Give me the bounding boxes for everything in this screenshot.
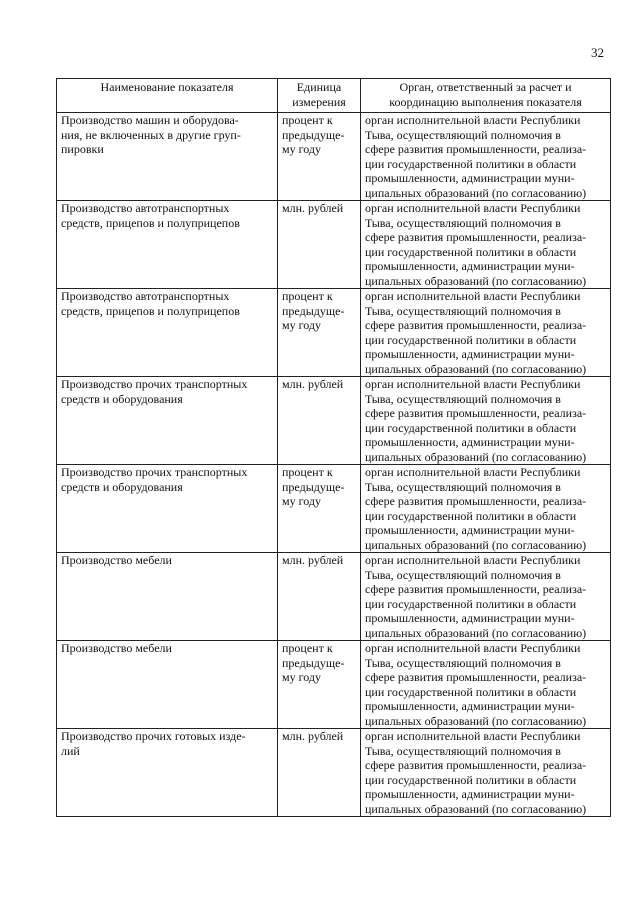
cell-text-line: Наименование показателя — [100, 80, 234, 94]
cell-text-line: Производство мебели — [61, 553, 172, 567]
cell-text-line: пировки — [61, 142, 104, 156]
cell-text-line: средств и оборудования — [61, 479, 183, 494]
cell-text-line: ципальных образований (по согласованию) — [365, 537, 587, 552]
cell-text-line: промышленности, администрации муни- — [365, 523, 575, 537]
cell-text-line: Производство прочих готовых изде- — [61, 729, 246, 743]
cell-text-line: орган исполнительной власти Республики — [365, 641, 581, 655]
cell-text-line: сфере развития промышленности, реализа- — [365, 670, 587, 684]
cell-text-line: ципальных образований (по согласованию) — [365, 361, 587, 376]
cell-text-line: Тыва, осуществляющий полномочия в — [365, 743, 561, 758]
cell-text-line: Тыва, осуществляющий полномочия в — [365, 127, 561, 142]
responsible-organ-cell — [361, 377, 611, 465]
cell-text-line: Производство автотранспортных — [61, 201, 230, 215]
cell-text-line: предыдуще- — [282, 655, 345, 670]
table-header-row — [57, 79, 611, 113]
table-row — [57, 729, 611, 817]
page-number: 32 — [591, 45, 604, 60]
responsible-organ-cell — [361, 729, 611, 817]
unit-cell — [278, 553, 361, 641]
cell-text-line: сфере развития промышленности, реализа- — [365, 230, 587, 244]
cell-text-line: средств, прицепов и полуприцепов — [61, 303, 240, 318]
cell-text-line: сфере развития промышленности, реализа- — [365, 758, 587, 772]
cell-text-line: орган исполнительной власти Республики — [365, 377, 581, 391]
cell-text-line: ципальных образований (по согласованию) — [365, 801, 587, 816]
indicator-name-cell — [57, 201, 278, 289]
responsible-organ-cell — [361, 641, 611, 729]
cell-text-line: сфере развития промышленности, реализа- — [365, 142, 587, 156]
indicator-name-cell — [57, 553, 278, 641]
cell-text-line: орган исполнительной власти Республики — [365, 465, 581, 479]
cell-text-line: млн. рублей — [282, 553, 344, 567]
cell-text-line: млн. рублей — [282, 377, 344, 391]
header-unit — [278, 79, 361, 113]
table-row — [57, 641, 611, 729]
cell-text-line: предыдуще- — [282, 479, 345, 494]
cell-text-line: ципальных образований (по согласованию) — [365, 449, 587, 464]
cell-text-line: Орган, ответственный за расчет и — [399, 80, 572, 94]
indicator-name-cell — [57, 113, 278, 201]
cell-text-line: му году — [282, 318, 321, 332]
cell-text-line: Производство мебели — [61, 641, 172, 655]
cell-text-line: Производство машин и оборудова- — [61, 113, 239, 127]
responsible-organ-cell — [361, 553, 611, 641]
cell-text-line: млн. рублей — [282, 729, 344, 743]
cell-text-line: Тыва, осуществляющий полномочия в — [365, 479, 561, 494]
cell-text-line: ции государственной политики в области — [365, 332, 577, 347]
cell-text-line: процент к — [282, 465, 333, 479]
responsible-organ-cell — [361, 113, 611, 201]
header-responsible-organ — [361, 79, 611, 113]
cell-text-line: ции государственной политики в области — [365, 772, 577, 787]
cell-text-line: ции государственной политики в области — [365, 596, 577, 611]
cell-text-line: измерения — [292, 94, 346, 109]
cell-text-line: Тыва, осуществляющий полномочия в — [365, 567, 561, 582]
table-row — [57, 465, 611, 553]
table-row — [57, 553, 611, 641]
responsible-organ-cell — [361, 201, 611, 289]
cell-text-line: процент к — [282, 289, 333, 303]
unit-cell — [278, 201, 361, 289]
cell-text-line: ния, не включенных в другие груп- — [61, 127, 241, 142]
cell-text-line: ции государственной политики в области — [365, 684, 577, 699]
unit-cell — [278, 465, 361, 553]
indicator-name-cell — [57, 465, 278, 553]
table-row — [57, 377, 611, 465]
unit-cell — [278, 113, 361, 201]
responsible-organ-cell — [361, 289, 611, 377]
cell-text-line: ции государственной политики в области — [365, 156, 577, 171]
responsible-organ-cell — [361, 465, 611, 553]
indicator-name-cell — [57, 377, 278, 465]
header-indicator-name — [57, 79, 278, 113]
cell-text-line: млн. рублей — [282, 201, 344, 215]
cell-text-line: координацию выполнения показателя — [389, 94, 582, 109]
unit-cell — [278, 729, 361, 817]
cell-text-line: Тыва, осуществляющий полномочия в — [365, 215, 561, 230]
cell-text-line: ципальных образований (по согласованию) — [365, 713, 587, 728]
cell-text-line: му году — [282, 142, 321, 156]
cell-text-line: промышленности, администрации муни- — [365, 435, 575, 449]
cell-text-line: предыдуще- — [282, 303, 345, 318]
indicator-name-cell — [57, 641, 278, 729]
cell-text-line: средств, прицепов и полуприцепов — [61, 215, 240, 230]
cell-text-line: му году — [282, 670, 321, 684]
cell-text-line: ции государственной политики в области — [365, 244, 577, 259]
cell-text-line: орган исполнительной власти Республики — [365, 289, 581, 303]
cell-text-line: Тыва, осуществляющий полномочия в — [365, 303, 561, 318]
cell-text-line: Тыва, осуществляющий полномочия в — [365, 391, 561, 406]
cell-text-line: Тыва, осуществляющий полномочия в — [365, 655, 561, 670]
cell-text-line: средств и оборудования — [61, 391, 183, 406]
cell-text-line: сфере развития промышленности, реализа- — [365, 318, 587, 332]
table-row — [57, 201, 611, 289]
cell-text-line: сфере развития промышленности, реализа- — [365, 406, 587, 420]
cell-text-line: ции государственной политики в области — [365, 420, 577, 435]
cell-text-line: орган исполнительной власти Республики — [365, 729, 581, 743]
table-row — [57, 113, 611, 201]
cell-text-line: промышленности, администрации муни- — [365, 787, 575, 801]
cell-text-line: предыдуще- — [282, 127, 345, 142]
cell-text-line: ципальных образований (по согласованию) — [365, 185, 587, 200]
cell-text-line: ципальных образований (по согласованию) — [365, 273, 587, 288]
cell-text-line: промышленности, администрации муни- — [365, 699, 575, 713]
cell-text-line: промышленности, администрации муни- — [365, 611, 575, 625]
cell-text-line: ципальных образований (по согласованию) — [365, 625, 587, 640]
cell-text-line: промышленности, администрации муни- — [365, 171, 575, 185]
cell-text-line: Производство прочих транспортных — [61, 465, 248, 479]
table-body — [57, 113, 611, 817]
cell-text-line: процент к — [282, 113, 333, 127]
cell-text-line: орган исполнительной власти Республики — [365, 553, 581, 567]
indicators-table — [56, 78, 611, 817]
cell-text-line: Единица — [296, 80, 342, 94]
table-row — [57, 289, 611, 377]
cell-text-line: орган исполнительной власти Республики — [365, 113, 581, 127]
cell-text-line: сфере развития промышленности, реализа- — [365, 582, 587, 596]
cell-text-line: ции государственной политики в области — [365, 508, 577, 523]
indicator-name-cell — [57, 289, 278, 377]
cell-text-line: орган исполнительной власти Республики — [365, 201, 581, 215]
unit-cell — [278, 289, 361, 377]
cell-text-line: процент к — [282, 641, 333, 655]
cell-text-line: Производство прочих транспортных — [61, 377, 248, 391]
cell-text-line: Производство автотранспортных — [61, 289, 230, 303]
cell-text-line: сфере развития промышленности, реализа- — [365, 494, 587, 508]
cell-text-line: промышленности, администрации муни- — [365, 347, 575, 361]
unit-cell — [278, 377, 361, 465]
unit-cell — [278, 641, 361, 729]
cell-text-line: промышленности, администрации муни- — [365, 259, 575, 273]
indicator-name-cell — [57, 729, 278, 817]
cell-text-line: му году — [282, 494, 321, 508]
cell-text-line: лий — [61, 743, 80, 758]
